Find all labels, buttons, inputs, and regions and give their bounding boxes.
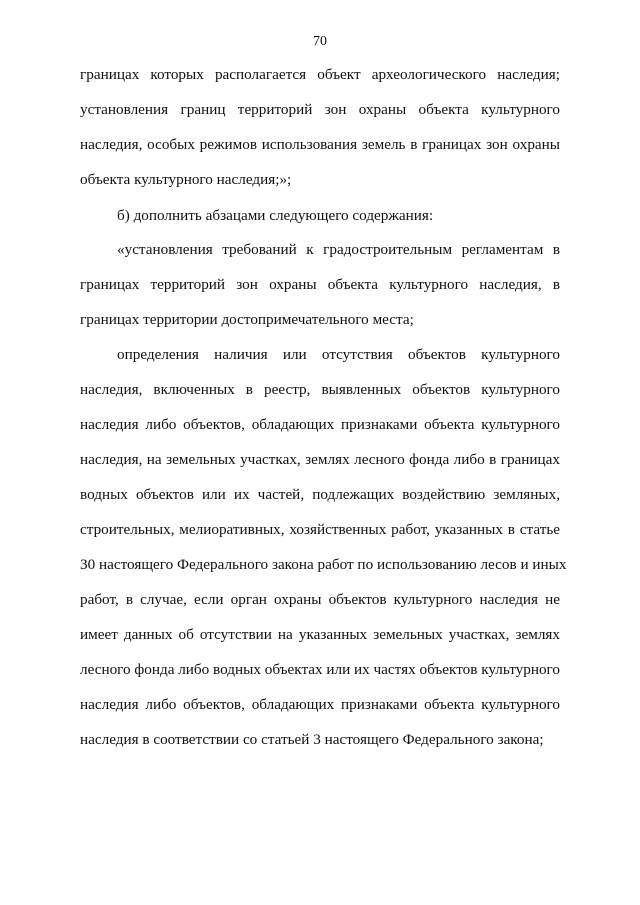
text-line: лесного фонда либо водных объектах или их частях объектов культурного (80, 661, 560, 678)
text-line: наследия либо объектов, обладающих признаками объекта культурного (80, 696, 560, 713)
text-line: наследия, включенных в реестр, выявленных объектов культурного (80, 381, 560, 398)
text-line: 30 настоящего Федерального закона работ по использованию лесов и иных (80, 556, 567, 573)
text-line: «установления требований к градостроительным регламентам в (117, 241, 560, 258)
text-line: работ, в случае, если орган охраны объектов культурного наследия не (80, 591, 560, 608)
text-line: водных объектов или их частей, подлежащих воздействию земляных, (80, 486, 560, 503)
text-line: установления границ территорий зон охраны объекта культурного (80, 101, 560, 118)
text-line: строительных, мелиоративных, хозяйственных работ, указанных в статье (80, 521, 560, 538)
page-number: 70 (313, 34, 327, 49)
text-line: имеет данных об отсутствии на указанных земельных участках, землях (80, 626, 560, 643)
text-line: определения наличия или отсутствия объектов культурного (117, 346, 560, 363)
text-line: границах территории достопримечательного места; (80, 311, 414, 328)
text-line: наследия, особых режимов использования земель в границах зон охраны (80, 136, 560, 153)
text-line: наследия либо объектов, обладающих признаками объекта культурного (80, 416, 560, 433)
paragraph-heading: б) дополнить абзацами следующего содержания: (117, 207, 434, 224)
text-line: границах территорий зон охраны объекта культурного наследия, в (80, 276, 560, 293)
text-line: наследия в соответствии со статьей 3 настоящего Федерального закона; (80, 731, 544, 748)
text-line: объекта культурного наследия;»; (80, 171, 292, 188)
text-line: границах которых располагается объект археологического наследия; (80, 66, 560, 83)
text-line: наследия, на земельных участках, землях лесного фонда либо в границах (80, 451, 560, 468)
